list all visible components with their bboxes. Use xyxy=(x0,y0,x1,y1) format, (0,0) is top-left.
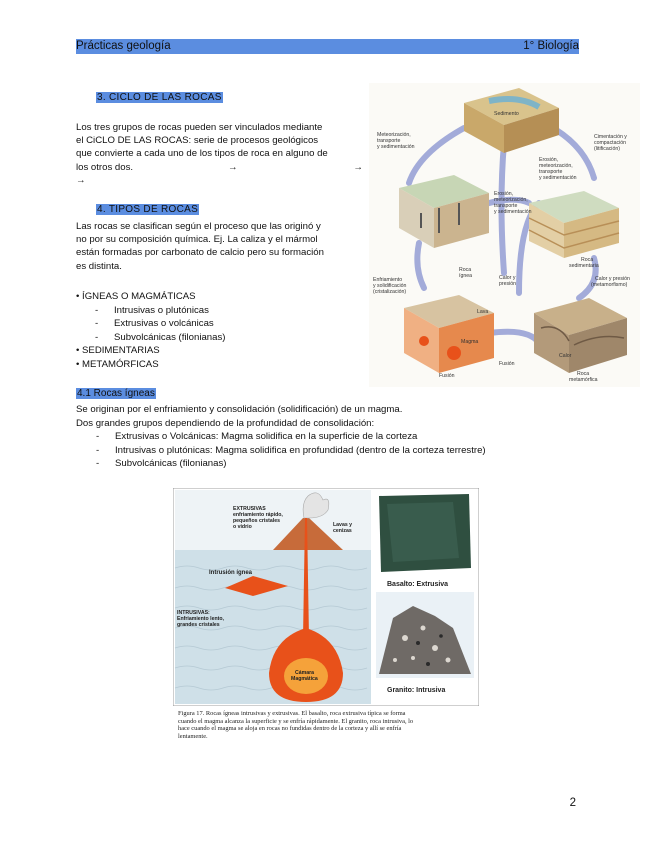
section3-line: el CiCLO DE LAS ROCAS: serie de procesos geológicos xyxy=(76,135,319,147)
caption-line: cuando el magma alcanza la superficie y se enfría rápidamente. El granito, roca intrusiva, lo xyxy=(178,717,414,725)
caption-line: lentamente. xyxy=(178,732,208,740)
section41-line: Dos grandes grupos dependiendo de la profundidad de consolidación: xyxy=(76,417,375,429)
label-line: pequeños cristales xyxy=(233,518,280,524)
label-line: enfriamiento rápido, xyxy=(233,512,283,518)
label-intrusion: Intrusión ígnea xyxy=(209,570,253,576)
magma-icon xyxy=(419,336,429,346)
arrow-icon: → xyxy=(353,161,363,173)
section3-text xyxy=(76,121,363,187)
label-basalto: Basalto: Extrusiva xyxy=(387,581,449,588)
rock-cycle-figure xyxy=(369,83,640,387)
header-left: Prácticas geología xyxy=(76,40,171,52)
section41-text xyxy=(76,403,596,471)
list-item-igneas: • ÍGNEAS O MAGMÁTICAS xyxy=(76,291,196,302)
section3-line xyxy=(76,161,363,174)
label-line: transporte xyxy=(377,138,401,144)
label-calor: Calor xyxy=(559,353,572,359)
section4-line: no por su composición química. Ej. La caliza y el mármol xyxy=(76,234,318,246)
section4-text xyxy=(76,220,363,273)
label-line: Calor y presión xyxy=(595,276,630,282)
label-line: transporte xyxy=(494,203,518,209)
label-granito: Granito: Intrusiva xyxy=(387,687,446,694)
basalt-texture xyxy=(387,502,459,562)
dash: - xyxy=(96,431,100,443)
label-fusion2: Fusión xyxy=(439,373,455,379)
section4-heading: 4. TIPOS DE ROCAS xyxy=(97,204,199,215)
list-subitem xyxy=(76,317,366,331)
label-line: Calor y xyxy=(499,275,516,281)
dash: - xyxy=(95,304,99,316)
label-line: o vidrio xyxy=(233,524,252,530)
label-line: Enfriamiento xyxy=(373,277,403,283)
section4-line: es distinta. xyxy=(76,260,122,272)
label-line: Meteorización, xyxy=(377,132,411,138)
caption-line: Figura 17. Rocas ígneas intrusivas y extrusivas. El basalto, roca extrusiva típica se forma xyxy=(178,710,406,717)
label-line: (cristalización) xyxy=(373,289,407,295)
label-line: y sedimentación xyxy=(494,209,532,215)
dash: - xyxy=(95,318,99,330)
igneous-figure xyxy=(173,488,479,706)
section41-line: Se originan por el enfriamiento y consolidación (solidificación) de un magma. xyxy=(76,404,403,415)
list-subitem xyxy=(76,331,366,345)
label-line: (litificación) xyxy=(594,146,620,152)
section3-heading: 3. CICLO DE LAS ROCAS xyxy=(97,92,222,103)
dash: - xyxy=(96,444,100,456)
subitem-text: Subvolcánicas (filonianas) xyxy=(114,331,226,343)
list-subitem xyxy=(76,444,596,458)
list-item-sedimentarias: • SEDIMENTARIAS xyxy=(76,345,160,357)
label-lava: Lava xyxy=(477,309,489,315)
subitem-text: Intrusivas o plutónicas: Magma solidifica en profundidad (dentro de la corteza terrestre) xyxy=(115,444,486,456)
label-magma: Magma xyxy=(461,339,479,345)
section41-heading: 4.1 Rocas ígneas xyxy=(77,388,155,399)
subitem-text: Extrusivas o Volcánicas: Magma solidifica en la superficie de la corteza xyxy=(115,431,418,443)
magma-icon xyxy=(447,346,461,360)
list-subitem xyxy=(76,430,596,444)
page-number: 2 xyxy=(569,797,576,809)
label-line: Erosión, xyxy=(539,157,559,163)
label-line: cenizas xyxy=(333,528,352,534)
label-line: EXTRUSIVAS xyxy=(233,506,266,512)
subitem-text: Extrusivas o volcánicas xyxy=(114,318,214,330)
label-igrock xyxy=(459,267,472,279)
label-line: meteorización, xyxy=(539,163,573,169)
arrow-icon: → xyxy=(228,161,238,173)
label-line: sedimentaria xyxy=(569,263,599,269)
section3-line: que convierte a cada uno de los tipos de roca en alguno de xyxy=(76,148,328,160)
label-heat xyxy=(499,275,516,287)
label-line: Erosión, xyxy=(494,191,514,197)
label-line: INTRUSIVAS: xyxy=(177,610,210,616)
label-line: transporte xyxy=(539,169,563,175)
section3-line-text: los otros dos. xyxy=(76,161,134,173)
label-line: y solidificación xyxy=(373,283,407,289)
label-line: Cámara xyxy=(295,670,315,676)
section3-line: Los tres grupos de rocas pueden ser vinculados mediante xyxy=(76,122,323,133)
label-line: Roca xyxy=(459,267,472,273)
subitem-text: Subvolcánicas (filonianas) xyxy=(115,458,227,470)
page-header xyxy=(76,39,579,54)
label-line: compactación xyxy=(594,140,627,146)
dash: - xyxy=(95,331,99,343)
label-line: y sedimentación xyxy=(377,144,415,150)
caption-line: hace cuando el magma se aloja en rocas no fundidas dentro de la corteza y allí se enfría xyxy=(178,725,402,733)
figure-caption xyxy=(178,710,488,740)
label-line: y sedimentación xyxy=(539,175,577,181)
list-item-metamorficas: • METAMÓRFICAS xyxy=(76,358,159,370)
label-heatpress xyxy=(591,276,630,288)
list-subitem xyxy=(76,304,366,318)
label-cooling xyxy=(373,277,407,295)
label-line: ígnea xyxy=(459,273,472,279)
label-line: metamórfica xyxy=(569,377,598,383)
section3-line: → xyxy=(76,174,86,186)
rock-type-list xyxy=(76,290,366,372)
label-camara xyxy=(291,670,318,682)
list-subitem xyxy=(76,457,596,471)
label-line: (metamorfismo) xyxy=(591,282,628,288)
label-line: presión xyxy=(499,281,517,287)
label-sediment: Sedimento xyxy=(494,111,519,117)
dash: - xyxy=(96,458,100,470)
label-line: meteorización, xyxy=(494,197,528,203)
section4-line: están formadas por carbonato de calcio pero su formación xyxy=(76,247,324,259)
subitem-text: Intrusivas o plutónicas xyxy=(114,304,209,316)
label-fusion1: Fusión xyxy=(499,361,515,367)
header-right: 1° Biología xyxy=(523,40,579,52)
label-line: Cimentación y xyxy=(594,134,627,140)
label-line: Magmática xyxy=(291,676,318,682)
label-line: Roca xyxy=(577,371,590,377)
label-line: Roca xyxy=(581,257,594,263)
section4-line: Las rocas se clasifican según el proceso que las originó y xyxy=(76,221,321,232)
label-line: Enfriamiento lento, xyxy=(177,616,224,622)
label-line: Lavas y xyxy=(333,522,353,528)
label-lavas xyxy=(333,522,352,534)
label-line: grandes cristales xyxy=(177,622,220,628)
